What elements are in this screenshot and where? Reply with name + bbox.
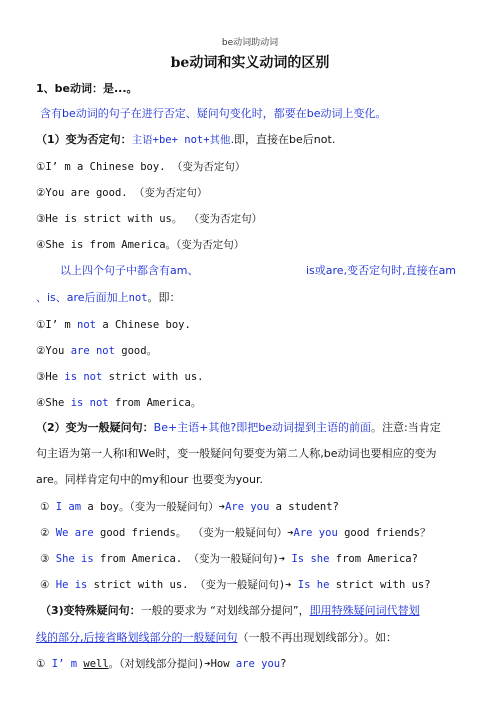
negative-answer-keyword: are not — [70, 345, 115, 357]
question-example-num: ① — [40, 501, 56, 513]
question-example-subject: We are — [55, 527, 94, 539]
question-rule-rest: 。注意:当肯定 — [371, 421, 441, 434]
special-example-underlined: well — [83, 658, 109, 670]
negative-answer-rest: good。 — [114, 345, 158, 357]
question-example-subject: She is — [55, 553, 94, 565]
negative-answer-1 — [36, 318, 191, 332]
special-question-text2: （一般不再出现划线部分）。如： — [237, 631, 397, 644]
negative-note-not: not — [128, 292, 148, 304]
special-example-answer: are you — [235, 658, 281, 670]
page-header: be动词助动词 — [221, 38, 279, 48]
section-1-note: 含有be动词的句子在进行否定、疑问句变化时，都要在be动词上变化。 — [40, 107, 387, 120]
negative-answer-keyword: is not — [64, 371, 103, 383]
special-question-rule-line2 — [36, 631, 397, 645]
special-example-num: ① — [36, 658, 52, 670]
question-example-4 — [40, 578, 431, 592]
negative-note-part3: 、is、are后面加上 — [36, 291, 129, 304]
negative-rule-label: （1）变为否定句： — [36, 133, 132, 146]
negative-note-part1: 以上四个句子中都含有am、 — [60, 264, 199, 277]
question-example-answer: Is he — [297, 579, 330, 591]
special-question-underline1: 即用特殊疑问词代替划 — [309, 604, 420, 617]
special-example-rest: ? — [280, 658, 287, 670]
negative-example-1: ①I’ m a Chinese boy. （变为否定句） — [36, 161, 246, 173]
question-example-3 — [40, 552, 418, 566]
special-example-subject: I’ m — [51, 658, 78, 670]
negative-example-2: ②You are good. （变为否定句） — [36, 187, 208, 199]
negative-note-line2 — [36, 291, 181, 305]
negative-answer-keyword: is not — [70, 397, 109, 409]
special-question-underline2: 线的部分,后接省略划线部分的一般疑问句 — [36, 631, 238, 644]
question-example-num: ② — [40, 527, 56, 539]
negative-answer-rest: a Chinese boy. — [96, 319, 191, 331]
negative-example-3: ③He is strict with us。 （变为否定句） — [36, 213, 263, 225]
negative-rule — [36, 133, 335, 147]
question-example-subject: I am — [55, 501, 82, 513]
negative-answer-num: ②You — [36, 345, 71, 357]
negative-note-part4: 。即： — [147, 291, 181, 304]
negative-answer-num: ①I’ m — [36, 319, 78, 331]
special-question-example-1 — [36, 657, 286, 671]
question-example-subject: He is — [55, 579, 88, 591]
question-example-answer: Are you — [225, 501, 270, 513]
special-question-rule — [40, 604, 420, 618]
question-example-mid: good friends。 （变为一般疑问句）➔ — [93, 527, 294, 539]
question-example-num: ③ — [40, 553, 56, 565]
question-example-rest: from America? — [329, 553, 418, 565]
question-example-num: ④ — [40, 579, 56, 591]
negative-answer-rest: from America。 — [108, 397, 202, 409]
negative-example-4: ④She is from America。（变为否定句） — [36, 239, 245, 251]
negative-answer-num: ③He — [36, 371, 65, 383]
question-example-mid: from America. （变为一般疑问句)➔ — [93, 553, 292, 565]
section-1-heading: 1、be动词：是...。 — [36, 82, 138, 95]
question-example-rest: good friends？ — [337, 527, 431, 539]
question-rule — [36, 421, 441, 435]
question-rule-line2: 句主语为第一人称I和We时，变一般疑问句要变为第二人称,be动词也要相应的变为 — [36, 447, 437, 460]
special-example-mid: 。（对划线部分提问)➔How — [108, 658, 236, 670]
question-rule-label: （2）变为一般疑问句： — [36, 421, 154, 434]
question-example-answer: Is she — [291, 553, 330, 565]
question-example-2 — [40, 526, 430, 540]
question-example-mid: a boy。（变为一般疑问句）➔ — [81, 501, 226, 513]
negative-rule-rest: .即，直接在be后not. — [230, 133, 336, 146]
question-rule-line3: are。同样肯定句中的my和our 也要变为your. — [36, 473, 263, 486]
negative-answer-num: ④She — [36, 397, 71, 409]
negative-rule-formula: 主语+be+ not+其他 — [131, 134, 231, 146]
negative-note-part2: is或are,变否定句时,直接在am — [306, 264, 457, 277]
negative-answer-keyword: not — [77, 319, 96, 331]
question-example-mid: strict with us. （变为一般疑问句)➔ — [87, 579, 298, 591]
negative-answer-rest: strict with us. — [102, 371, 204, 383]
negative-answer-4 — [36, 396, 201, 410]
special-question-label: （3)变特殊疑问句： — [40, 604, 141, 617]
question-example-rest: a student? — [269, 501, 339, 513]
question-example-answer: Are you — [293, 527, 338, 539]
negative-answer-3 — [36, 370, 203, 384]
question-rule-formula: Be+主语+其他?即把be动词提到主语的前面 — [153, 421, 371, 434]
question-example-1 — [40, 500, 339, 514]
special-question-text1: 一般的要求为 “对划线部分提问”， — [140, 604, 310, 617]
question-example-rest: strict with us? — [329, 579, 431, 591]
page-title: be动词和实义动词的区别 — [170, 55, 330, 71]
negative-answer-2 — [36, 344, 157, 358]
